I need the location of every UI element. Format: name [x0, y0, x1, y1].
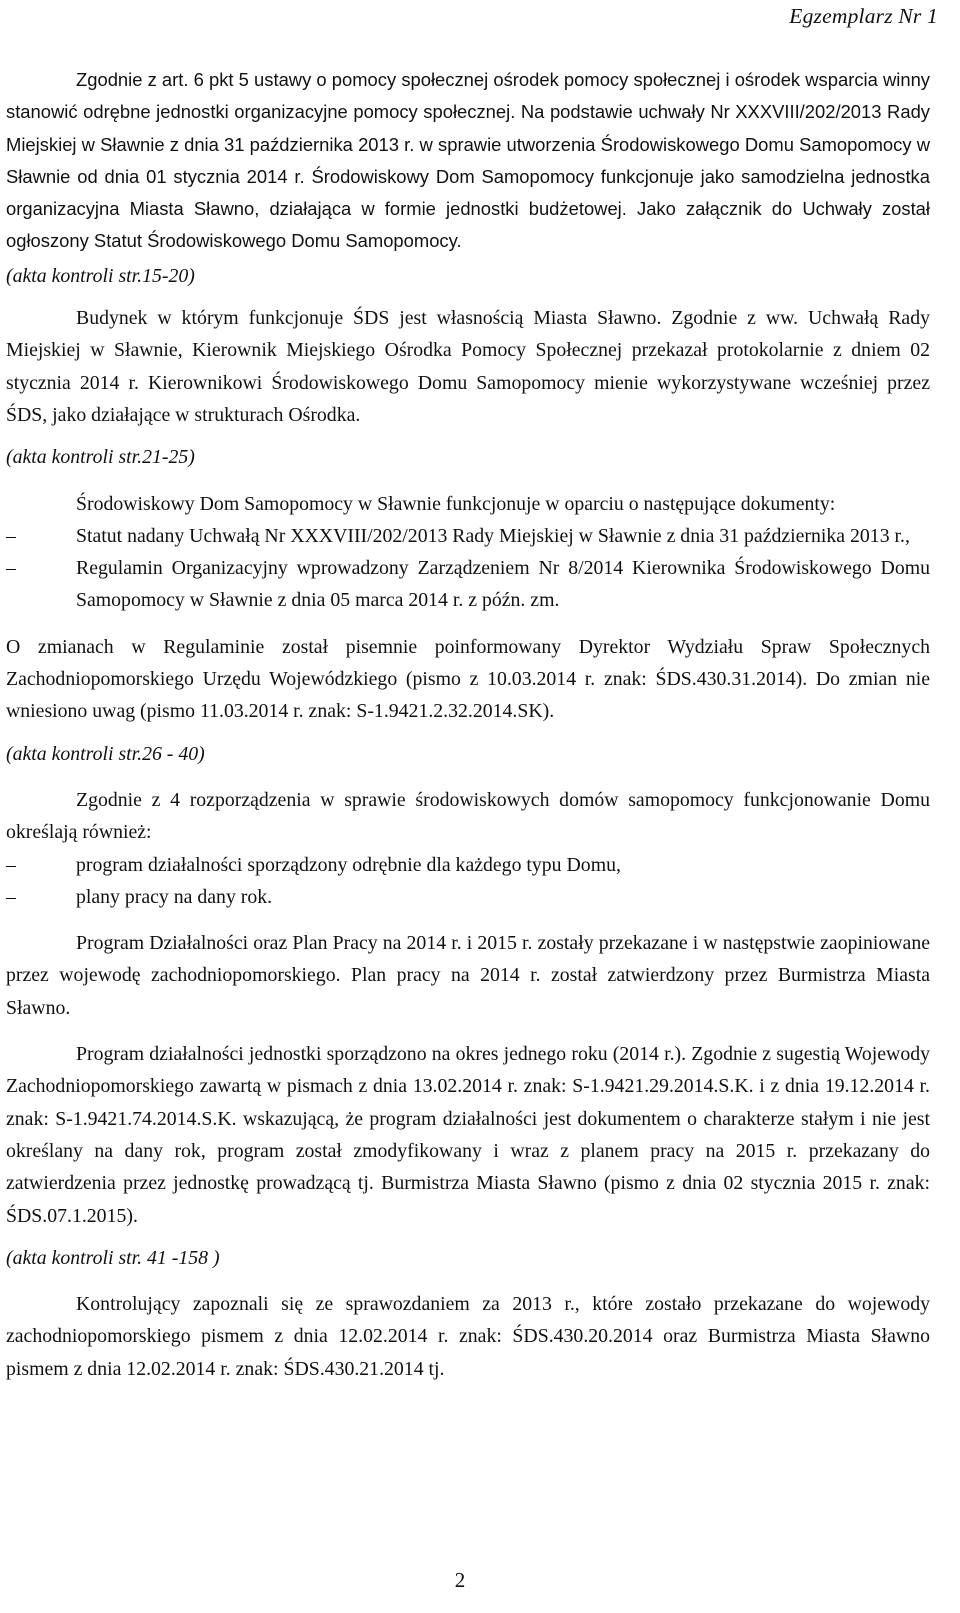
- copy-number-header: Egzemplarz Nr 1: [789, 4, 938, 28]
- list-item-text: program działalności sporządzony odrębnie dla każdego typu Domu,: [76, 853, 621, 876]
- required-documents-list: [6, 849, 930, 914]
- dash-bullet: –: [6, 524, 16, 547]
- list-item-text: Regulamin Organizacyjny wprowadzony Zarządzeniem Nr 8/2014 Kierownika Środowiskowego Domu Samopomocy w Sławnie z dnia 05 marca 2014 r. z późn. zm.: [76, 557, 930, 612]
- paragraph-documents-intro: Środowiskowy Dom Samopomocy w Sławnie funkcjonuje w oparciu o następujące dokumenty:: [76, 492, 836, 515]
- audit-reference: (akta kontroli str.15-20): [6, 264, 195, 287]
- list-item: [6, 849, 930, 881]
- dash-bullet: –: [6, 885, 16, 908]
- paragraph-program-and-plan: Program Działalności oraz Plan Pracy na 2014 r. i 2015 r. zostały przekazane i w następstwie zaopiniowane przez wojewodę zachodniopomorskiego. Plan pracy na 2014 r. został zatwierdzony przez Burmistrza Miasta Sławno.: [6, 932, 930, 1019]
- paragraph-regulation-basis: Zgodnie z 4 rozporządzenia w sprawie środowiskowych domów samopomocy funkcjonowanie Domu określają również:: [6, 788, 930, 844]
- list-item: [6, 881, 930, 913]
- paragraph-building: Budynek w którym funkcjonuje ŚDS jest własnością Miasta Sławno. Zgodnie z ww. Uchwałą Rady Miejskiej w Sławnie, Kierownik Miejskiego Ośrodka Pomocy Społecznej przekazał protokolarnie z dniem 02 stycznia 2014 r. Kierownikowi Środowiskowego Domu Samopomocy mienie wykorzystywane wcześniej przez ŚDS, jako działające w strukturach Ośrodka.: [6, 307, 930, 426]
- list-item: [6, 552, 930, 617]
- paragraph-program-period: Program działalności jednostki sporządzono na okres jednego roku (2014 r.). Zgodnie z sugestią Wojewody Zachodniopomorskiego zawartą w pismach z dnia 13.02.2014 r. znak: S-1.9421.29.2014.S.K. i z dnia 19.12.2014 r. znak: S-1.9421.74.2014.S.K. wskazującą, że program działalności jest dokumentem o charakterze stałym i nie jest określany na dany rok, program został zmodyfikowany i wraz z planem pracy na 2015 r. przekazany do zatwierdzenia przez jednostkę prowadzącą tj. Burmistrza Miasta Sławno (pismo z dnia 02 stycznia 2015 r. znak: ŚDS.07.1.2015).: [6, 1043, 930, 1227]
- document-body: [6, 64, 930, 1385]
- paragraph-regulations-changes: O zmianach w Regulaminie został pisemnie poinformowany Dyrektor Wydziału Spraw Społecznych Zachodniopomorskiego Urzędu Wojewódzkiego (pismo z 10.03.2014 r. znak: ŚDS.430.31.2014). Do zmian nie wniesiono uwag (pismo 11.03.2014 r. znak: S-1.9421.2.32.2014.SK).: [6, 635, 930, 723]
- list-item-text: plany pracy na dany rok.: [76, 885, 273, 908]
- list-item: [6, 520, 930, 552]
- audit-reference: (akta kontroli str.26 - 40): [6, 742, 205, 765]
- paragraph-report: Kontrolujący zapoznali się ze sprawozdaniem za 2013 r., które zostało przekazane do wojewody zachodniopomorskiego pismem z dnia 12.02.2014 r. znak: ŚDS.430.20.2014 oraz Burmistrza Miasta Sławno pismem z dnia 12.02.2014 r. znak: ŚDS.430.21.2014 tj.: [6, 1293, 930, 1380]
- list-item-text: Statut nadany Uchwałą Nr XXXVIII/202/2013 Rady Miejskiej w Sławnie z dnia 31 października 2013 r.,: [76, 524, 910, 547]
- audit-reference: (akta kontroli str.21-25): [6, 446, 195, 469]
- documents-list: [6, 520, 930, 617]
- audit-reference: (akta kontroli str. 41 -158 ): [6, 1246, 220, 1269]
- paragraph-legal-basis: Zgodnie z art. 6 pkt 5 ustawy o pomocy społecznej ośrodek pomocy społecznej i ośrodek wsparcia winny stanowić odrębne jednostki organizacyjne pomocy społecznej. Na podstawie uchwały Nr XXXVIII/202/2013 Rady Miejskiej w Sławnie z dnia 31 października 2013 r. w sprawie utworzenia Środowiskowego Domu Samopomocy w Sławnie od dnia 01 stycznia 2014 r. Środowiskowy Dom Samopomocy funkcjonuje jako samodzielna jednostka organizacyjna Miasta Sławno, działająca w formie jednostki budżetowej. Jako załącznik do Uchwały został ogłoszony Statut Środowiskowego Domu Samopomocy.: [6, 69, 930, 252]
- dash-bullet: –: [6, 557, 16, 580]
- page-number: 2: [454, 1568, 466, 1592]
- dash-bullet: –: [6, 853, 16, 876]
